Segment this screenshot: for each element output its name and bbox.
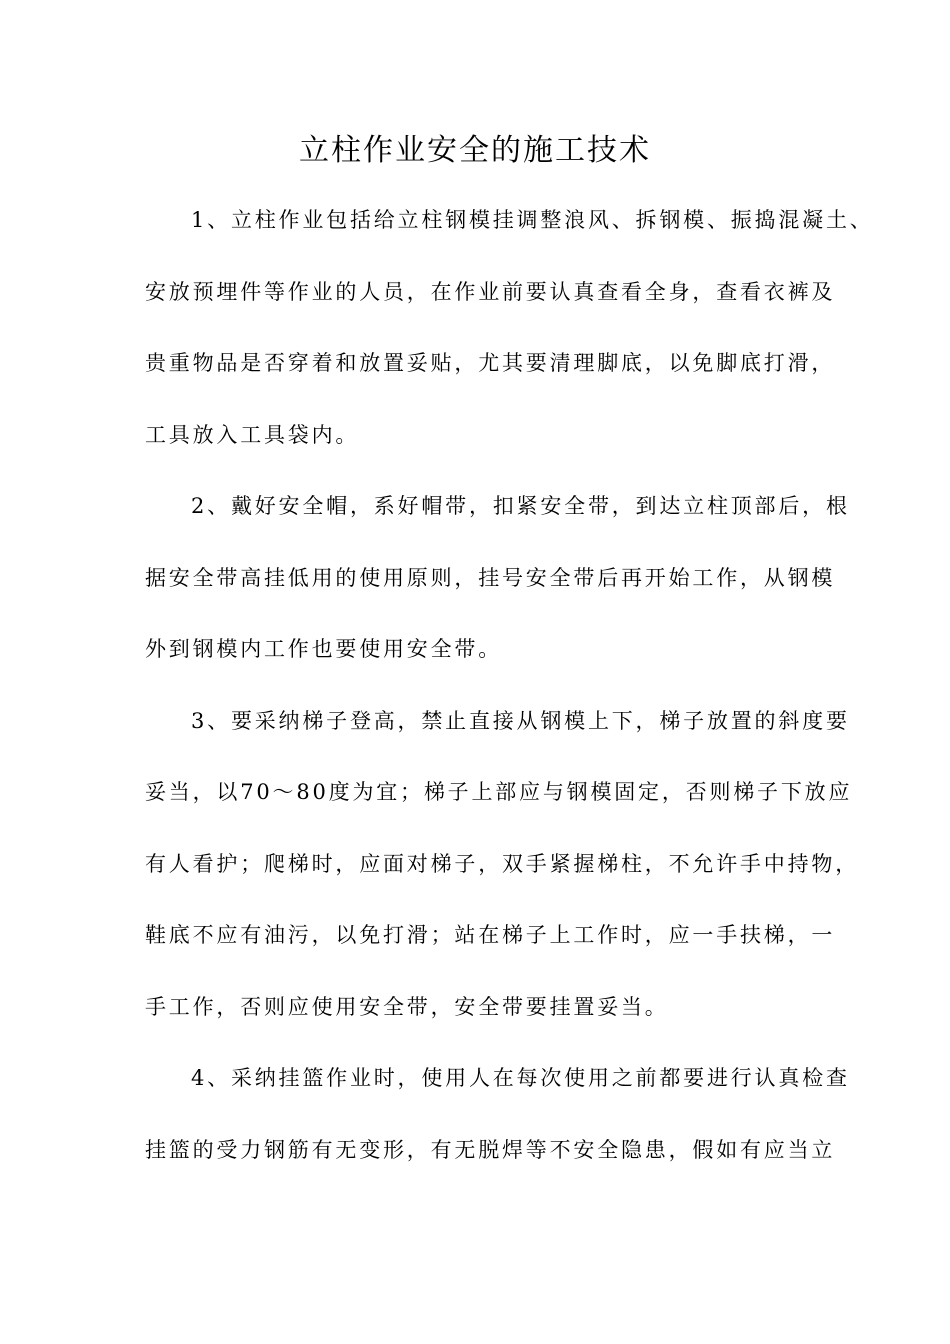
paragraph-1-line-2: 安放预埋件等作业的人员，在作业前要认真查看全身，查看衣裤及: [145, 279, 836, 304]
paragraph-1-line-3: 贵重物品是否穿着和放置妥贴，尤其要清理脚底，以免脚底打滑，: [145, 351, 836, 375]
paragraph-4-line-2: 挂篮的受力钢筋有无变形，有无脱焊等不安全隐患，假如有应当立: [145, 1137, 836, 1162]
paragraph-3-line-1: 3、要采纳梯子登高，禁止直接从钢模上下，梯子放置的斜度要: [191, 708, 850, 733]
paragraph-1-line-4: 工具放入工具袋内。: [145, 422, 360, 447]
paragraph-2-line-2: 据安全带高挂低用的使用原则，挂号安全带后再开始工作，从钢模: [145, 565, 836, 590]
paragraph-2-line-1: 2、戴好安全帽，系好帽带，扣紧安全带，到达立柱顶部后，根: [191, 494, 850, 518]
paragraph-3-line-2: 妥当，以70～80度为宜；梯子上部应与钢模固定，否则梯子下放应: [145, 780, 853, 804]
paragraph-1-line-1: 1、立柱作业包括给立柱钢模挂调整浪风、拆钢模、振捣混凝土、: [191, 208, 874, 232]
document-body: [145, 198, 874, 1199]
paragraph-3-line-3: 有人看护；爬梯时，应面对梯子，双手紧握梯柱，不允许手中持物，: [145, 851, 859, 876]
paragraph-2-line-3: 外到钢模内工作也要使用安全带。: [145, 637, 502, 661]
paragraph-3-line-4: 鞋底不应有油污，以免打滑；站在梯子上工作时，应一手扶梯，一: [145, 923, 836, 947]
document-title: 立柱作业安全的施工技术: [299, 133, 651, 168]
paragraph-4-line-1: 4、采纳挂篮作业时，使用人在每次使用之前都要进行认真检查: [191, 1066, 850, 1090]
paragraph-3-line-5: 手工作，否则应使用安全带，安全带要挂置妥当。: [145, 994, 669, 1019]
